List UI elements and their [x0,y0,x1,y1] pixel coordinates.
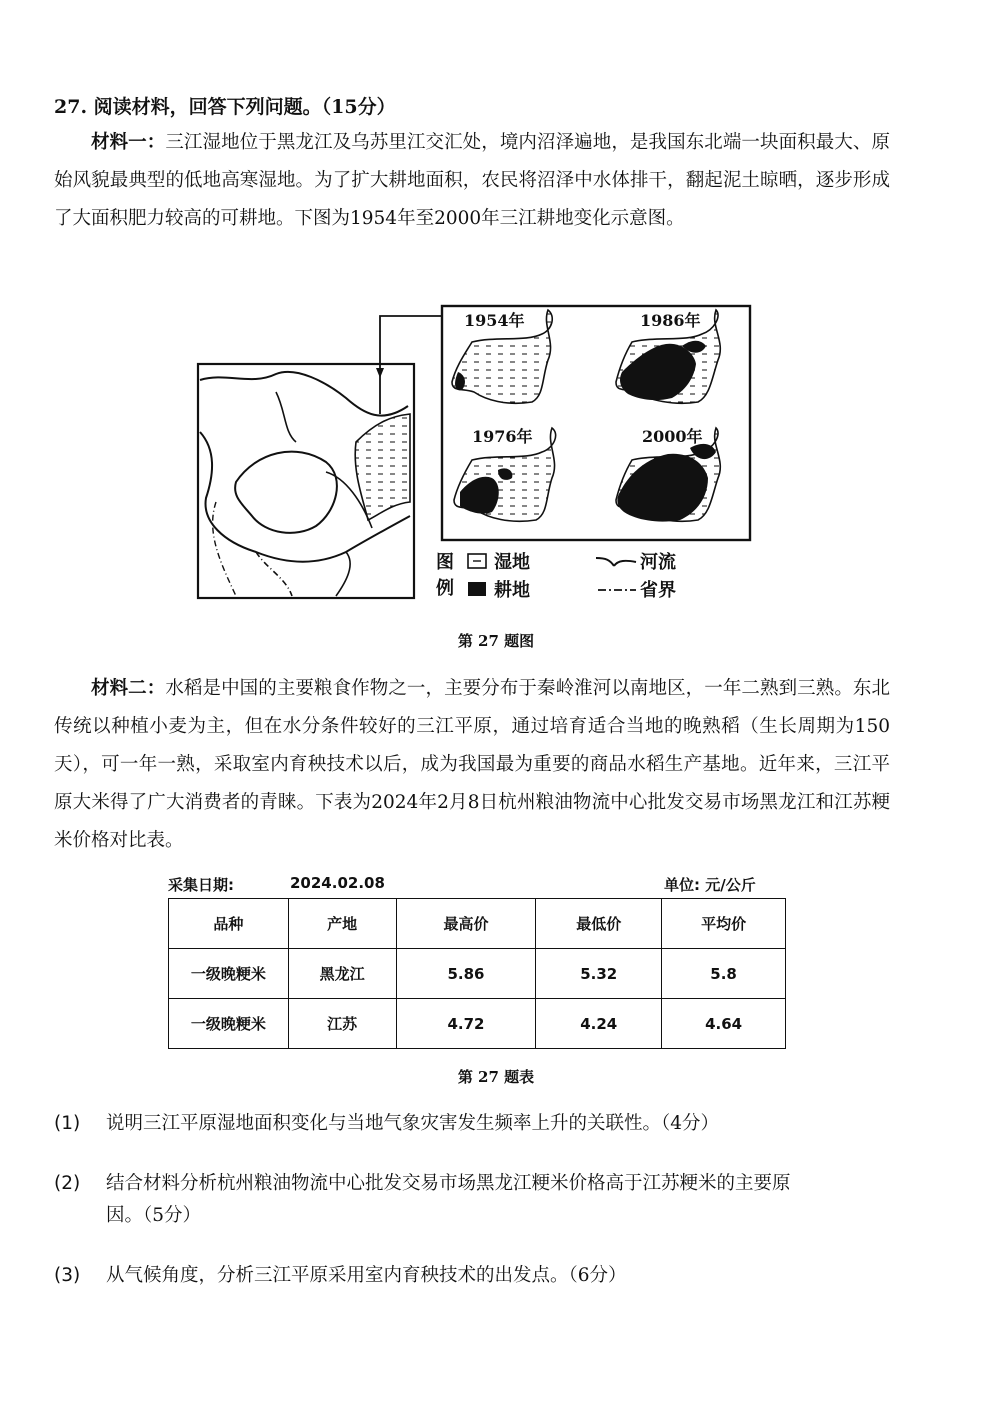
table-cell: 4.72 [396,999,536,1049]
question-title: 27. 阅读材料，回答下列问题。（15分） [54,96,396,118]
sub-question-number: (3) [54,1265,81,1286]
sub-question-text: 从气候角度，分析三江平原采用室内育秧技术的出发点。（6分） [106,1265,627,1286]
header-variety: 品种 [169,899,289,949]
figure-caption: 第 27 题图 [457,632,535,650]
table-cell: 一级晚粳米 [169,949,289,999]
sub-question-number: (1) [54,1113,81,1134]
table-cell: 江苏 [288,999,396,1049]
table-cell: 5.8 [662,949,786,999]
material-one-label: 材料一： [91,132,166,153]
material-one-text: 三江湿地位于黑龙江及乌苏里江交汇处，境内沼泽遍地，是我国东北端一块面积最大、原始风貌最典型的低地高寒湿地。为了扩大耕地面积，农民将沼泽中水体排干，翻起泥土晾晒，逐步形成了大面积肥力较高的可耕地。下图为1954年至2000年三江耕地变化示意图。 [54,132,890,229]
table-cell: 5.86 [396,949,536,999]
legend-farmland-label: 耕地 [494,580,530,601]
legend-border-label: 省界 [640,580,676,601]
table-caption: 第 27 题表 [457,1068,535,1086]
header-max-price: 最高价 [396,899,536,949]
farmland-legend-swatch [468,582,486,596]
price-table [168,898,786,1049]
year-label-1954: 1954年 [464,311,525,330]
legend-title-2: 例 [436,578,454,599]
legend-title-1: 图 [436,552,454,573]
material-two-text: 水稻是中国的主要粮食作物之一，主要分布于秦岭淮河以南地区，一年二熟到三熟。东北传统以种植小麦为主，但在水分条件较好的三江平原，通过培育适合当地的晚熟稻（生长周期为150天），可一年一熟，采取室内育秧技术以后，成为我国最为重要的商品水稻生产基地。近年来，三江平原大米得了广大消费者的青睐。下表为2024年2月8日杭州粮油物流中心批发交易市场黑龙江和江苏粳米价格对比表。 [54,678,890,851]
year-label-2000: 2000年 [642,427,703,446]
sub-question-text-continued: 因。（5分） [106,1205,202,1226]
legend-river-label: 河流 [640,552,676,573]
header-origin: 产地 [288,899,396,949]
sub-question-3 [54,1260,894,1292]
legend-wetland-label: 湿地 [494,552,530,573]
figure-legend [436,551,676,601]
sub-question-text: 说明三江平原湿地面积变化与当地气象灾害发生频率上升的关联性。（4分） [106,1113,720,1134]
material-two-label: 材料二： [91,678,166,699]
table-unit: 单位: 元/公斤 [664,876,756,894]
table-row [169,999,786,1049]
sub-question-number: (2) [54,1173,81,1194]
table-cell: 5.32 [536,949,662,999]
material-two [54,670,890,860]
river-legend-symbol [596,558,636,566]
table-cell: 4.24 [536,999,662,1049]
table-header-row [169,899,786,949]
sub-question-2 [54,1168,894,1232]
sub-question-1 [54,1108,894,1140]
farmland-change-figure [196,302,756,612]
regional-map [198,364,414,598]
header-min-price: 最低价 [536,899,662,949]
year-label-1976: 1976年 [472,427,533,446]
header-avg-price: 平均价 [662,899,786,949]
table-date-value: 2024.02.08 [290,874,385,892]
sub-question-text: 结合材料分析杭州粮油物流中心批发交易市场黑龙江粳米价格高于江苏粳米的主要原 [106,1173,791,1194]
table-row [169,949,786,999]
table-cell: 一级晚粳米 [169,999,289,1049]
table-cell: 黑龙江 [288,949,396,999]
material-one [54,124,890,238]
table-cell: 4.64 [662,999,786,1049]
year-label-1986: 1986年 [640,311,701,330]
table-date-label: 采集日期: [168,876,234,894]
